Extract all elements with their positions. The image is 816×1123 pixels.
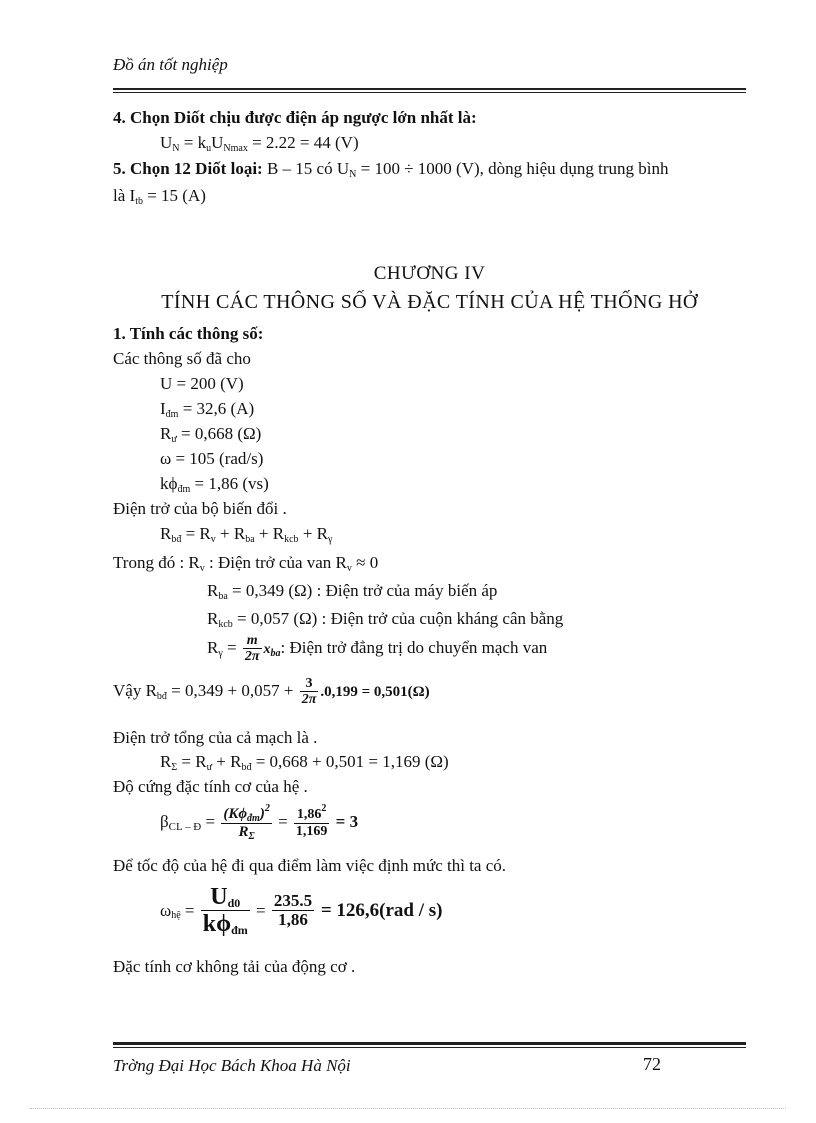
item-5-line1: 5. Chọn 12 Diốt loại: B – 15 có $U_N = 100 \div 1000$ (V), dòng hiệu dụng trung bình xyxy=(113,159,669,180)
speed-intro: Để tốc độ của hệ đi qua điểm làm việc định mức thì ta có. xyxy=(113,856,507,875)
param-kphi: $k\phi_{đm} = 1,86$ (vs) xyxy=(160,474,269,495)
omega-equation: $\omega_{hệ}$ = $\frac{U_{d0}}{k\phi_{đm}}$ = $\frac{235.5}{1,86}$ = 126,6(rad / s) xyxy=(160,884,443,938)
rgamma-fraction: $\frac{m}{2\pi}$ xyxy=(244,633,260,665)
param-resistance: $R_ư = 0,668$ (Ω) xyxy=(160,424,262,445)
item-4-lead: 4. Chọn Diốt chịu được điện áp ngược lớn nhất là: xyxy=(113,108,477,127)
vay-fraction: $\frac{3}{2\pi}$ xyxy=(301,676,317,708)
header-rule-thick xyxy=(113,88,746,90)
given-intro: Các thông số đã cho xyxy=(113,349,251,368)
header-rule-thin xyxy=(113,92,746,93)
footer-rule-thick xyxy=(113,1042,746,1045)
item-4-formula: $U_N = k_uU_{Nmax} = 2.22 = 44$ (V) xyxy=(160,133,359,154)
param-voltage: U = 200 (V) xyxy=(160,374,244,393)
item-5-line2: là $I_{tb} = 15$ (A) xyxy=(113,186,206,207)
rkcb-line: $R_{kcb} = 0,057$ (Ω) : Điện trở của cuộn kháng cân bằng xyxy=(207,609,564,630)
beta-fraction-2: $\frac{1,86^2}{1,169}$ xyxy=(295,803,328,839)
rsum-equation: $R_\Sigma = R_ư + R_{bđ} = 0,668 + 0,501 = 1,169$ (Ω) xyxy=(160,752,449,773)
section-heading: 1. Tính các thông số: xyxy=(113,324,264,343)
no-load-intro: Đặc tính cơ không tải của động cơ . xyxy=(113,957,356,976)
total-resistance-intro: Điện trở tổng của cả mạch là . xyxy=(113,728,318,747)
bottom-dotted-line xyxy=(30,1108,786,1109)
param-omega: ω = 105 (rad/s) xyxy=(160,449,264,468)
omega-fraction-1: $\frac{U_{d0}}{k\phi_{đm}}$ xyxy=(202,884,248,938)
converter-resistance-intro: Điện trở của bộ biến đổi . xyxy=(113,499,287,518)
rbd-equation: $R_{bđ} = R_v + R_{ba} + R_{kcb} + R_\gamma$ xyxy=(160,524,333,545)
where-line: Trong đó : $R_v$ : Điện trở của van $R_v \approx 0$ xyxy=(113,553,379,574)
omega-fraction-2: $\frac{235.5}{1,86}$ xyxy=(273,890,313,930)
rba-line: $R_{ba} = 0,349$ (Ω) : Điện trở của máy biến áp xyxy=(207,581,498,602)
param-current: $I_{đm} = 32,6$ (A) xyxy=(160,399,255,420)
page-number: 72 xyxy=(643,1054,661,1074)
beta-fraction-1: $\frac{(K\phi_{đm})^2}{R_\Sigma}$ xyxy=(223,803,270,842)
vay-equation: Vậy $R_{bđ} = 0,349 + 0,057$ + $\frac{3}{2\pi}$ .0,199 = 0,501(Ω) xyxy=(113,676,430,708)
chapter-title: TÍNH CÁC THÔNG SỐ VÀ ĐẶC TÍNH CỦA HỆ THỐNG HỞ xyxy=(161,291,698,313)
footer-school: Trờng Đại Học Bách Khoa Hà Nội xyxy=(113,1056,351,1075)
rgamma-line: $R_\gamma$ = $\frac{m}{2\pi}$ $x_{ba}$: Điện trở đẳng trị do chuyển mạch van xyxy=(207,633,548,665)
footer-rule-thin xyxy=(113,1047,746,1048)
header-title: Đồ án tốt nghiệp xyxy=(113,55,228,74)
stiffness-intro: Độ cứng đặc tính cơ của hệ . xyxy=(113,777,308,796)
chapter-number: CHƯƠNG IV xyxy=(373,263,486,284)
beta-equation: $\beta_{CL - Đ}$ = $\frac{(K\phi_{đm})^2}{R_\Sigma}$ = $\frac{1,86^2}{1,169}$ = 3 xyxy=(160,803,359,842)
